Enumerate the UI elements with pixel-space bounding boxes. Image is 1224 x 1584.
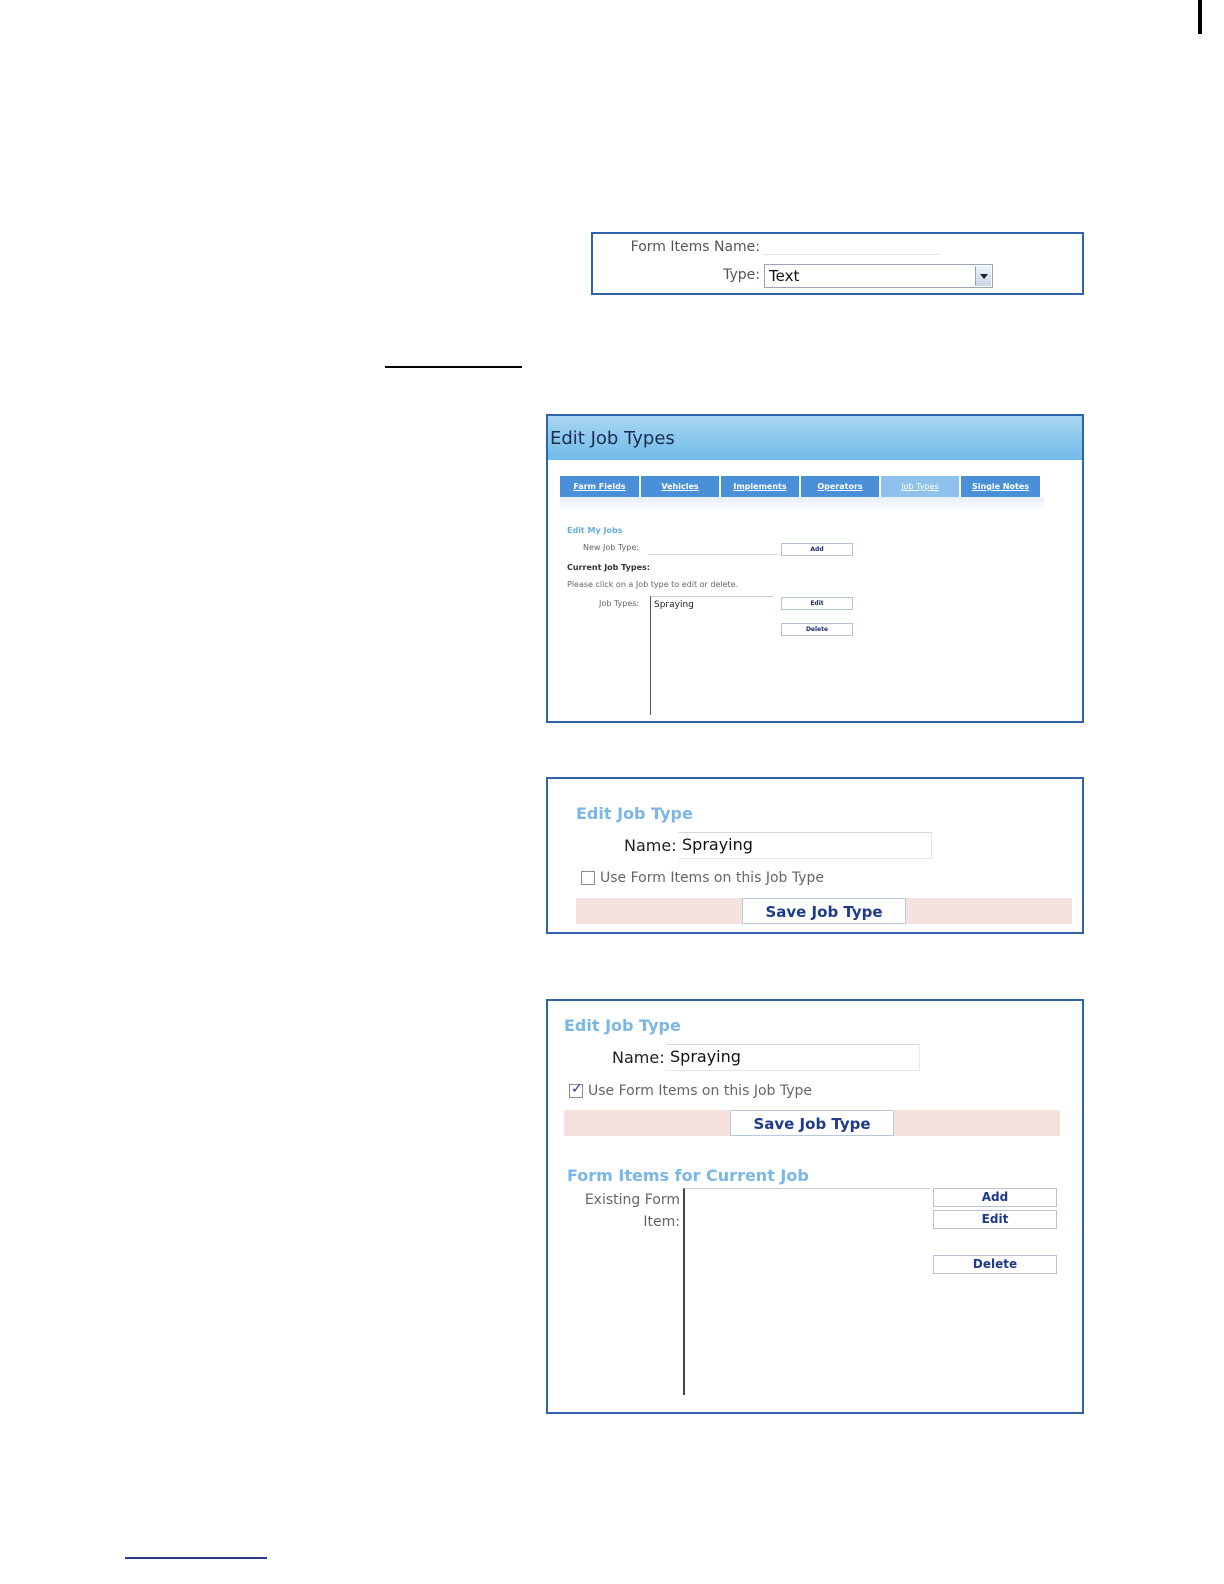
form-items-name-input[interactable] [763,238,939,255]
name-input[interactable]: Spraying [678,832,932,859]
use-form-items-label: Use Form Items on this Job Type [600,870,825,886]
panel-title: Edit Job Types [550,428,675,449]
add-job-type-button[interactable]: Add [781,543,853,556]
save-job-type-button[interactable]: Save Job Type [742,898,906,924]
edit-form-item-button[interactable]: Edit [933,1210,1057,1229]
delete-form-item-button[interactable]: Delete [933,1255,1057,1274]
tab-job-types[interactable]: Job Types [881,476,959,497]
form-items-heading: Form Items for Current Job [567,1166,809,1185]
job-types-listbox[interactable] [650,596,773,715]
tab-vehicles[interactable]: Vehicles [641,476,719,497]
existing-form-item-label [568,1189,680,1233]
job-types-label: Job Types: [599,599,640,608]
use-form-items-checkbox[interactable] [569,1084,583,1098]
section-heading-underline [385,366,522,368]
add-form-item-button[interactable]: Add [933,1188,1057,1207]
footer-rule [125,1557,267,1559]
type-select[interactable] [764,264,993,288]
save-job-type-button[interactable]: Save Job Type [730,1110,894,1136]
existing-form-item-label-line2: Item: [643,1214,680,1230]
tab-farm-fields[interactable]: Farm Fields [560,476,639,497]
use-form-items-checkbox[interactable] [581,871,595,885]
tab-single-notes[interactable]: Single Notes [961,476,1040,497]
tab-bar-shadow [560,497,1044,511]
edit-job-type-title: Edit Job Type [564,1016,681,1035]
edit-job-type-panel [546,777,1084,934]
edit-job-type-title: Edit Job Type [576,804,693,823]
current-job-types-label: Current Job Types: [567,563,651,572]
edit-job-types-panel [546,414,1084,723]
delete-job-type-button[interactable]: Delete [781,623,853,636]
tab-implements[interactable]: Implements [721,476,799,497]
new-job-type-input[interactable] [648,543,778,555]
type-select-value: Text [769,267,800,285]
name-label: Name: [612,1048,665,1067]
tab-operators[interactable]: Operators [801,476,879,497]
chevron-down-icon[interactable] [975,266,991,286]
existing-form-item-label-line1: Existing Form [584,1192,680,1208]
name-input[interactable]: Spraying [666,1044,920,1071]
name-label: Name: [624,836,677,855]
form-items-name-label: Form Items Name: [630,239,760,255]
use-form-items-label: Use Form Items on this Job Type [588,1083,813,1099]
edit-my-jobs-heading: Edit My Jobs [567,526,623,535]
edit-job-type-button[interactable]: Edit [781,597,853,610]
page-edge-line [1198,0,1202,34]
type-label: Type: [723,267,760,283]
panel-header [548,416,1082,460]
edit-job-type-form-items-panel [546,999,1084,1414]
job-types-instruction: Please click on a Job type to edit or delete. [567,580,739,589]
existing-form-items-listbox[interactable] [683,1188,930,1395]
form-items-panel [591,232,1084,295]
job-type-list-item[interactable]: Spraying [654,600,694,610]
new-job-type-label: New Job Type: [583,543,639,552]
